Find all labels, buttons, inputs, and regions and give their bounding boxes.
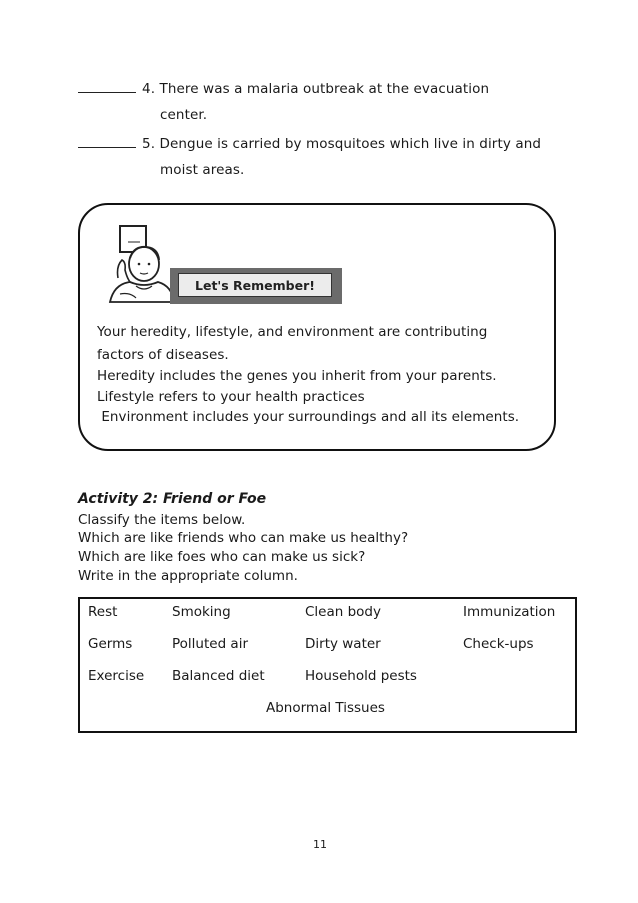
activity-instruction: Classify the items below.: [78, 512, 246, 528]
remember-line: Heredity includes the genes you inherit from your parents.: [97, 368, 497, 384]
item-cell: Polluted air: [172, 636, 249, 652]
answer-blank[interactable]: [78, 135, 136, 148]
item-cell: Germs: [88, 636, 133, 652]
item-cell: Household pests: [305, 668, 417, 684]
item-cell: Exercise: [88, 668, 145, 684]
remember-line: Lifestyle refers to your health practices: [97, 389, 365, 405]
activity-instruction: Write in the appropriate column.: [78, 568, 298, 584]
question-number: 4.: [142, 81, 156, 97]
lets-remember-banner: [170, 268, 342, 304]
question-4: [78, 80, 489, 97]
remember-line: factors of diseases.: [97, 347, 229, 363]
question-5-continuation: moist areas.: [160, 162, 245, 178]
page-number: 11: [313, 838, 327, 851]
answer-blank[interactable]: [78, 80, 136, 93]
activity-title: Activity 2: Friend or Foe: [78, 491, 267, 507]
remember-line: Environment includes your surroundings and all its elements.: [97, 409, 520, 425]
item-cell: Abnormal Tissues: [266, 700, 385, 716]
item-cell: Immunization: [463, 604, 556, 620]
activity-instruction: Which are like foes who can make us sick?: [78, 549, 366, 565]
question-text: There was a malaria outbreak at the evacuation: [159, 81, 490, 97]
remember-line: Your heredity, lifestyle, and environment are contributing: [97, 324, 488, 340]
banner-label: Let's Remember!: [178, 273, 332, 297]
item-cell: Balanced diet: [172, 668, 265, 684]
activity-instruction: Which are like friends who can make us healthy?: [78, 530, 409, 546]
item-cell: Rest: [88, 604, 118, 620]
question-4-continuation: center.: [160, 107, 208, 123]
question-number: 5.: [142, 136, 156, 152]
item-cell: Clean body: [305, 604, 381, 620]
item-cell: Dirty water: [305, 636, 381, 652]
thinking-boy-illustration: [100, 222, 180, 306]
question-5: [78, 135, 541, 152]
item-cell: Smoking: [172, 604, 231, 620]
question-text: Dengue is carried by mosquitoes which live in dirty and: [159, 136, 542, 152]
item-cell: Check-ups: [463, 636, 534, 652]
